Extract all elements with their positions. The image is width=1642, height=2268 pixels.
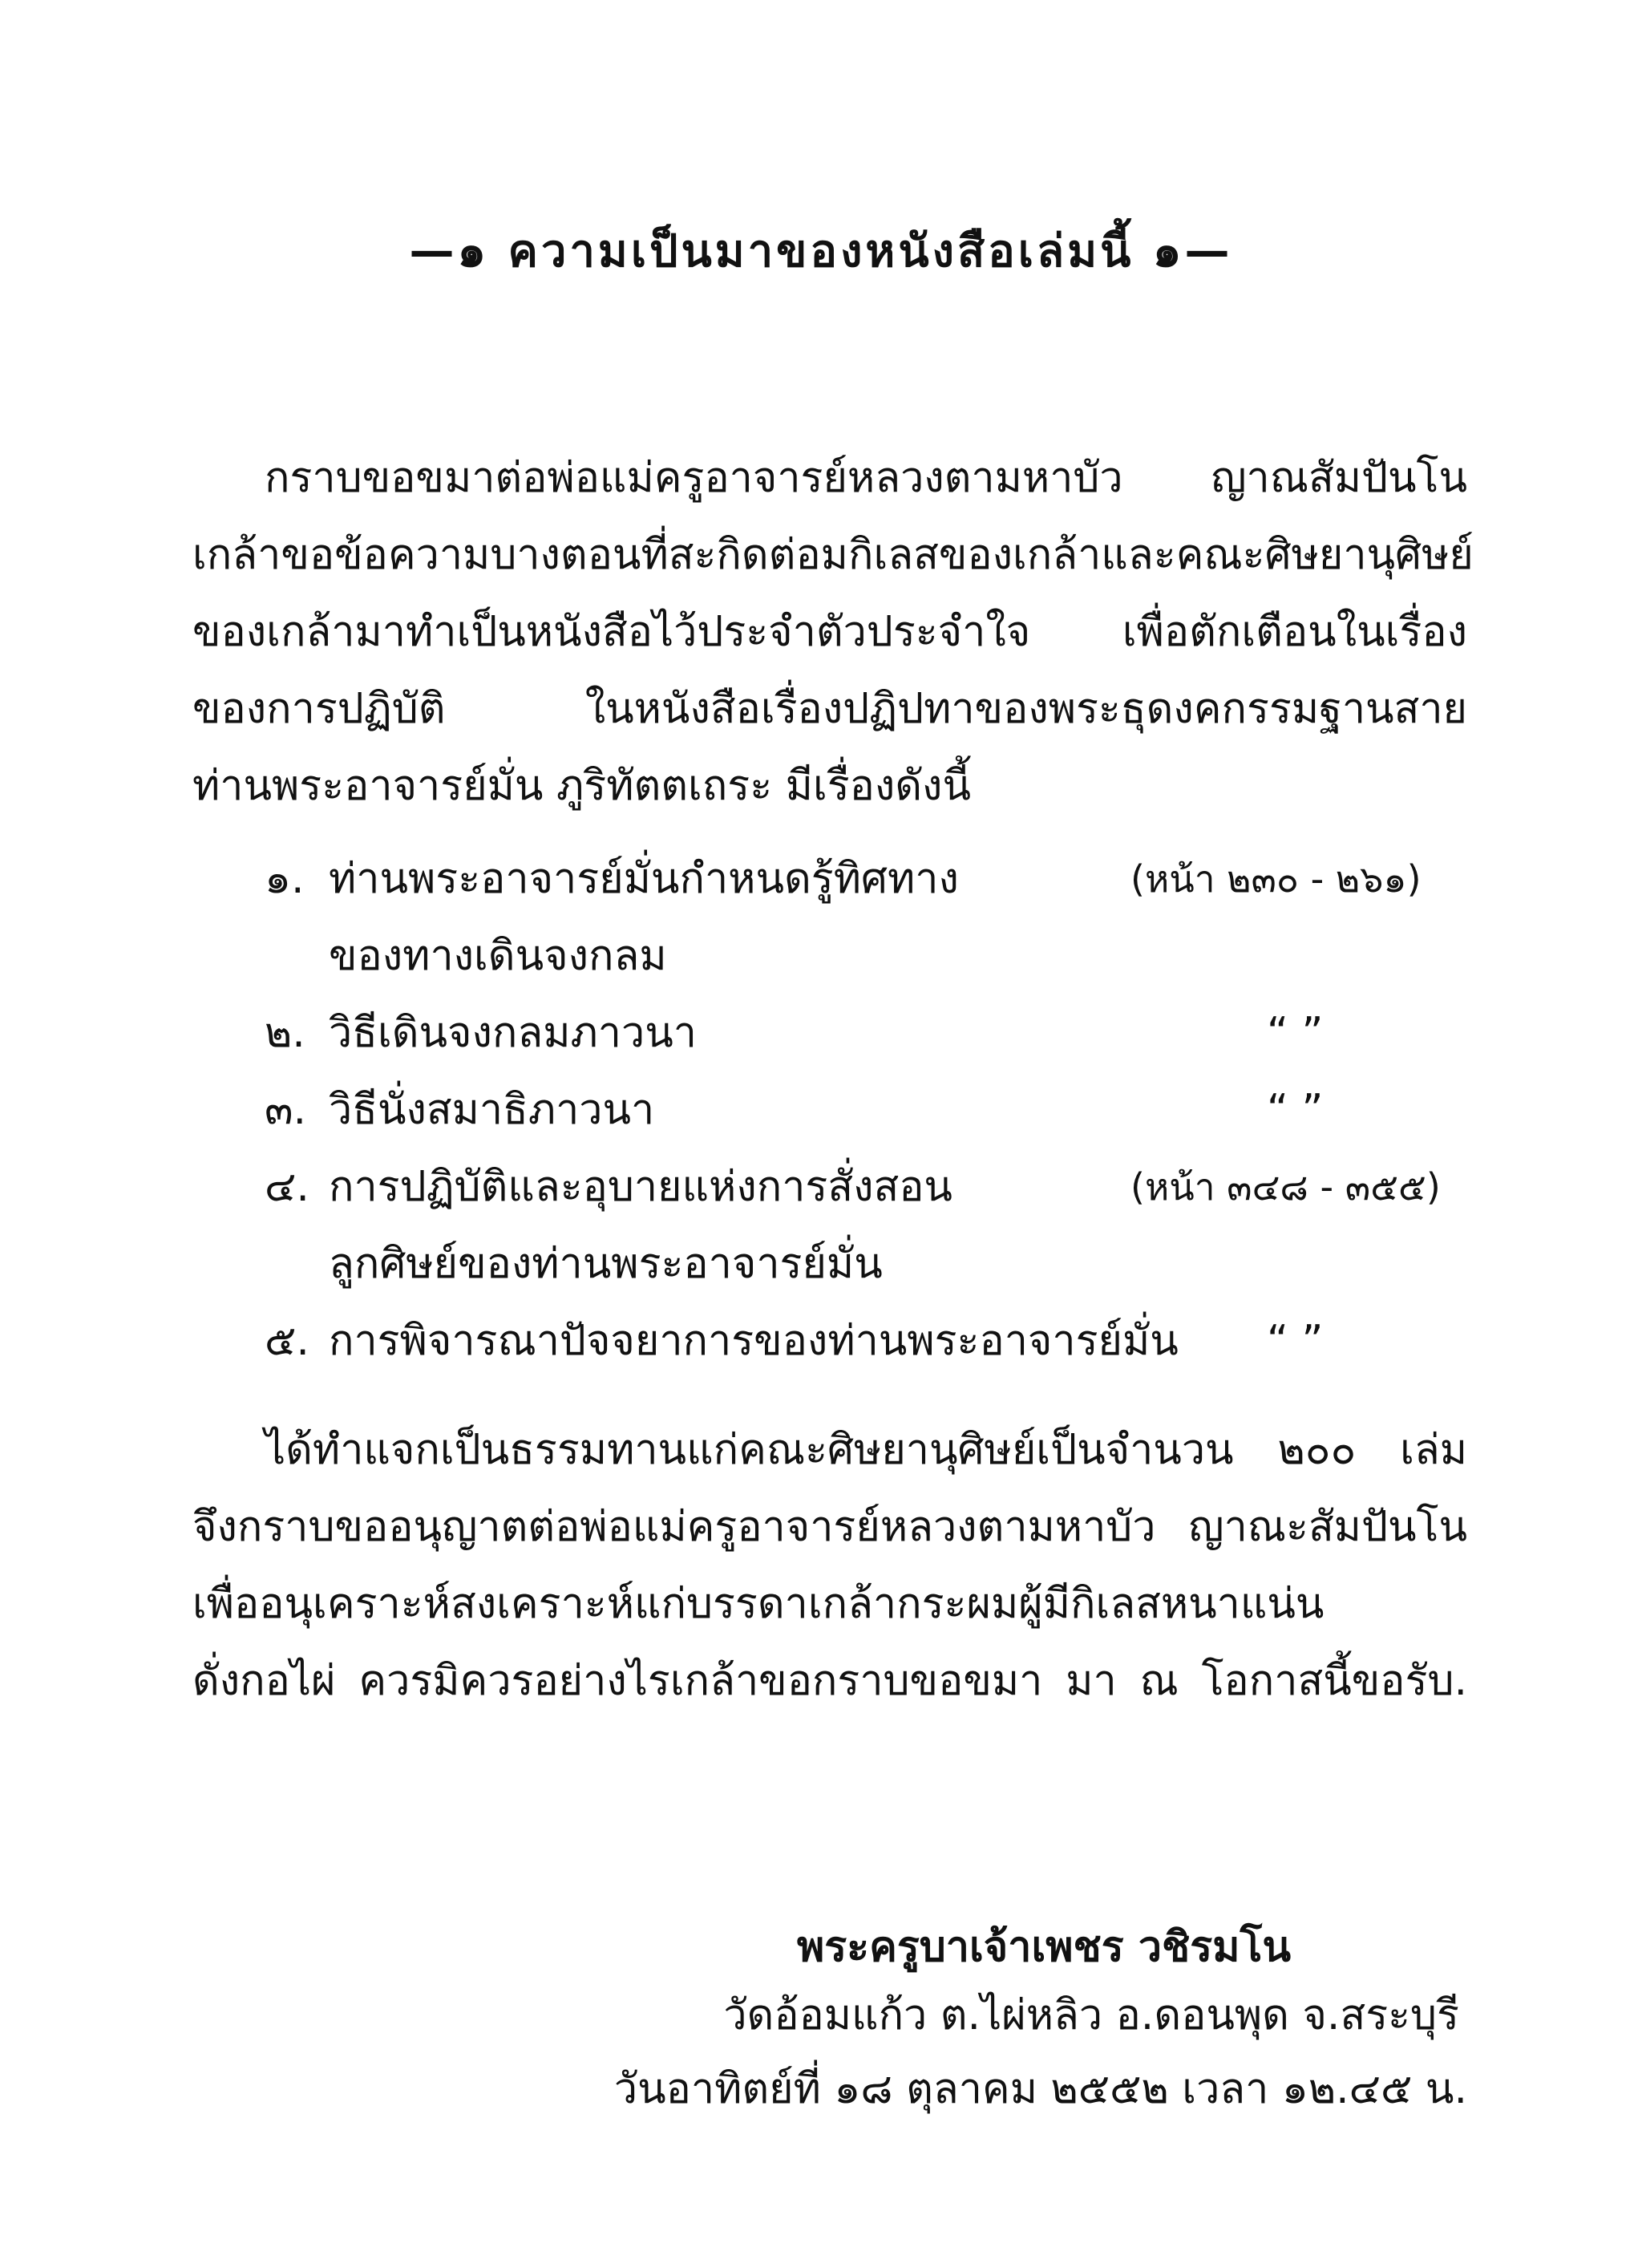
- item-ditto-mark: “ ”: [1267, 1009, 1324, 1057]
- closing-line: ดั่งกอไผ่ ควรมิควรอย่างไรเกล้าขอกราบขอขมา มา ณ โอกาสนี้ขอรับ.: [192, 1657, 1467, 1705]
- item-number: ๒.: [265, 1009, 305, 1057]
- item-page-ref: (หน้า ๒๓๐ - ๒๖๑): [1130, 857, 1422, 901]
- item-ditto-mark: “ ”: [1267, 1317, 1324, 1365]
- list-item: [265, 840, 1483, 917]
- intro-line: ท่านพระอาจารย์มั่น ภูริทัตตเถระ มีเรื่องดังนี้: [192, 762, 971, 810]
- list-item: [265, 1148, 1483, 1225]
- item-number: ๔.: [265, 1163, 309, 1211]
- item-text: วิธีเดินจงกลมภาวนา: [329, 1009, 697, 1057]
- list-item-continuation: [265, 1225, 1483, 1302]
- closing-line: จึงกราบขออนุญาตต่อพ่อแม่ครูอาจารย์หลวงตามหาบัว ญาณะสัมปันโน: [192, 1503, 1467, 1551]
- topic-list: [265, 840, 1483, 1379]
- item-number: ๓.: [265, 1086, 307, 1134]
- item-number: ๑.: [265, 855, 305, 903]
- intro-paragraph: [192, 439, 1474, 824]
- list-item: [265, 1302, 1483, 1379]
- item-text: การพิจารณาปัจจยาการของท่านพระอาจารย์มั่น: [329, 1317, 1179, 1365]
- signature-address: วัดอ้อมแก้ว ต.ไผ่หลิว อ.ดอนพุด จ.สระบุรี: [723, 1991, 1459, 2039]
- list-item-continuation: [265, 917, 1483, 994]
- list-item: [265, 994, 1483, 1071]
- item-text-cont: ลูกศิษย์ของท่านพระอาจารย์มั่น: [329, 1240, 883, 1288]
- item-text: วิธีนั่งสมาธิภาวนา: [329, 1086, 655, 1134]
- signature-name: พระครูบาเจ้าเพชร วชิรมโน: [796, 1923, 1291, 1971]
- closing-paragraph: [192, 1411, 1467, 1719]
- closing-line: ได้ทำแจกเป็นธรรมทานแก่คณะศิษยานุศิษย์เป็นจำนวน ๒๐๐ เล่ม: [265, 1426, 1467, 1474]
- page-title: —๑ ความเป็นมาของหนังสือเล่มนี้ ๑—: [409, 225, 1233, 277]
- item-text-cont: ของทางเดินจงกลม: [329, 932, 667, 980]
- intro-line: ของเกล้ามาทำเป็นหนังสือไว้ประจำตัวประจำใจ เพื่อตักเตือนในเรื่อง: [192, 608, 1467, 656]
- intro-line: ของการปฏิบัติ ในหนังสือเรื่องปฏิปทาของพระธุดงคกรรมฐานสาย: [192, 685, 1467, 733]
- intro-line: เกล้าขอข้อความบางตอนที่สะกิดต่อมกิเลสของเกล้าและคณะศิษยานุศิษย์: [192, 531, 1474, 579]
- item-ditto-mark: “ ”: [1267, 1086, 1324, 1134]
- list-item: [265, 1071, 1483, 1148]
- item-text: การปฏิบัติและอุบายแห่งการสั่งสอน: [329, 1163, 952, 1211]
- intro-line: กราบขอขมาต่อพ่อแม่ครูอาจารย์หลวงตามหาบัว ญาณสัมปันโน: [265, 454, 1467, 502]
- item-text: ท่านพระอาจารย์มั่นกำหนดรู้ทิศทาง: [329, 855, 959, 903]
- signature-date: วันอาทิตย์ที่ ๑๘ ตุลาคม ๒๕๕๒ เวลา ๑๒.๔๕ น.: [613, 2065, 1467, 2113]
- item-number: ๕.: [265, 1317, 309, 1365]
- closing-line: เพื่ออนุเคราะห์สงเคราะห์แก่บรรดาเกล้ากระผมผู้มีกิเลสหนาแน่น: [192, 1580, 1325, 1628]
- item-page-ref: (หน้า ๓๔๘ - ๓๕๕): [1130, 1165, 1441, 1209]
